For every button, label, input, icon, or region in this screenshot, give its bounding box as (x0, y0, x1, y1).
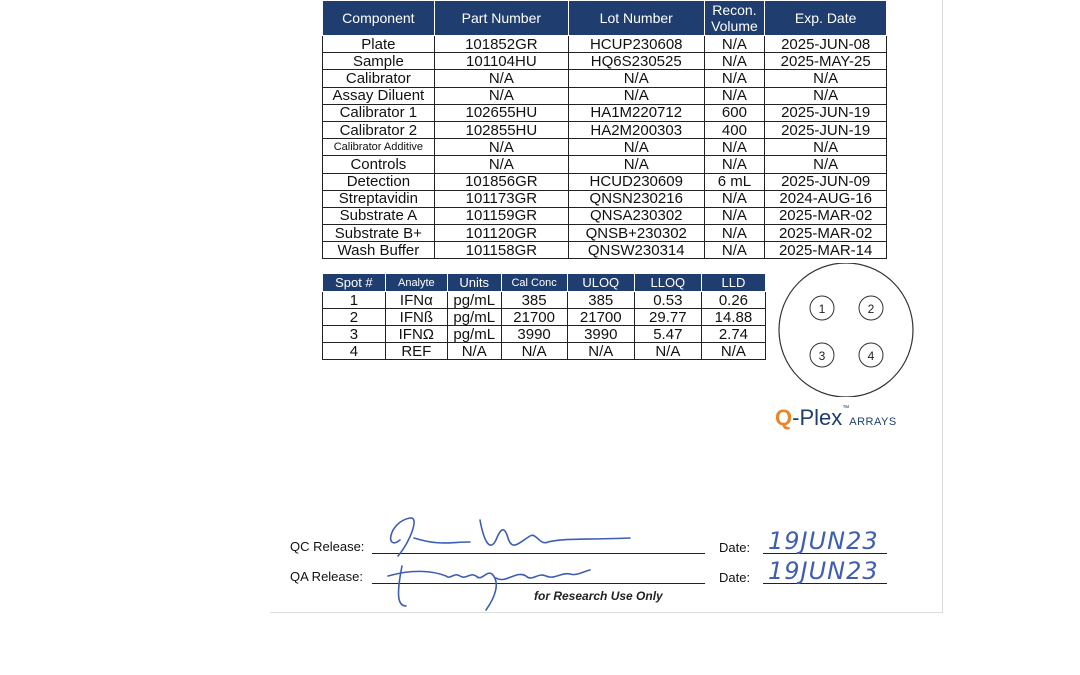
header-lld: LLD (701, 274, 765, 292)
component-cell: N/A (765, 139, 887, 156)
header-lloq: LLOQ (634, 274, 701, 292)
component-cell: N/A (704, 156, 765, 173)
qa-date-label: Date: (719, 570, 751, 585)
spot-table-header (323, 274, 766, 292)
component-row (323, 36, 887, 53)
logo-arrays: ARRAYS (849, 416, 897, 428)
spot-label-2: 2 (867, 302, 875, 316)
component-cell: N/A (434, 70, 568, 87)
component-cell: QNSN230216 (568, 190, 704, 207)
spot-cell: IFNß (385, 309, 447, 326)
component-row (323, 70, 887, 87)
component-cell: 2025-JUN-19 (765, 104, 887, 121)
component-cell: Detection (323, 173, 435, 190)
spot-4 (859, 343, 883, 367)
component-cell: 101104HU (434, 53, 568, 70)
scan-margin (0, 0, 270, 675)
component-row (323, 139, 887, 156)
spot-table-body (323, 292, 766, 360)
component-row (323, 121, 887, 138)
spot-cell: 2.74 (701, 326, 765, 343)
component-row (323, 156, 887, 173)
component-cell: 2025-MAY-25 (765, 53, 887, 70)
component-cell: 2024-AUG-16 (765, 190, 887, 207)
spot-1 (810, 296, 834, 320)
spot-cell: 29.77 (634, 309, 701, 326)
component-cell: 600 (704, 104, 765, 121)
header-cal-conc: Cal Conc (501, 274, 567, 292)
component-cell: Substrate B+ (323, 225, 435, 242)
component-table-body (323, 36, 887, 259)
component-cell: 2025-JUN-09 (765, 173, 887, 190)
spot-cell: N/A (634, 343, 701, 360)
component-cell: Calibrator 1 (323, 104, 435, 121)
component-cell: 102855HU (434, 121, 568, 138)
component-cell: N/A (434, 87, 568, 104)
component-cell: Substrate A (323, 207, 435, 224)
component-cell: N/A (704, 207, 765, 224)
component-cell: 102655HU (434, 104, 568, 121)
spot-cell: 385 (567, 292, 634, 309)
component-cell: N/A (568, 70, 704, 87)
qc-date-value: 19JUN23 (768, 527, 879, 555)
component-cell: N/A (568, 156, 704, 173)
header-component: Component (323, 1, 435, 36)
component-cell: N/A (704, 190, 765, 207)
component-cell: N/A (704, 139, 765, 156)
component-cell: Calibrator (323, 70, 435, 87)
well-map-diagram (777, 263, 915, 397)
component-cell: Controls (323, 156, 435, 173)
component-row (323, 190, 887, 207)
header-exp-date: Exp. Date (765, 1, 887, 36)
component-cell: QNSW230314 (568, 242, 704, 259)
q-plex-arrays-logo (775, 405, 897, 431)
spot-row (323, 326, 766, 343)
component-cell: 2025-MAR-02 (765, 207, 887, 224)
header-analyte: Analyte (385, 274, 447, 292)
spot-2 (859, 296, 883, 320)
spot-cell: N/A (567, 343, 634, 360)
component-cell: Calibrator 2 (323, 121, 435, 138)
header-lot-number: Lot Number (568, 1, 704, 36)
component-cell: HCUD230609 (568, 173, 704, 190)
spot-cell: 5.47 (634, 326, 701, 343)
spot-cell: 2 (323, 309, 386, 326)
spot-cell: IFNΩ (385, 326, 447, 343)
spot-cell: 1 (323, 292, 386, 309)
spot-row (323, 309, 766, 326)
spot-cell: N/A (447, 343, 501, 360)
well-outline (779, 263, 913, 397)
component-row (323, 242, 887, 259)
component-cell: N/A (704, 87, 765, 104)
component-cell: 400 (704, 121, 765, 138)
component-cell: 101159GR (434, 207, 568, 224)
component-cell: 2025-MAR-14 (765, 242, 887, 259)
spot-cell: 3990 (567, 326, 634, 343)
component-row (323, 225, 887, 242)
component-cell: HCUP230608 (568, 36, 704, 53)
component-cell: HQ6S230525 (568, 53, 704, 70)
component-cell: 101852GR (434, 36, 568, 53)
component-row (323, 173, 887, 190)
component-cell: QNSB+230302 (568, 225, 704, 242)
component-cell: HA2M200303 (568, 121, 704, 138)
component-cell: QNSA230302 (568, 207, 704, 224)
spot-cell: IFNα (385, 292, 447, 309)
component-table-header (323, 1, 887, 36)
spot-row (323, 292, 766, 309)
research-use-only-note: for Research Use Only (534, 589, 663, 603)
component-cell: Assay Diluent (323, 87, 435, 104)
qa-signature (376, 556, 606, 614)
component-cell: N/A (704, 242, 765, 259)
spot-3 (810, 343, 834, 367)
header-uloq: ULOQ (567, 274, 634, 292)
qc-release-label: QC Release: (290, 539, 365, 554)
component-cell: Sample (323, 53, 435, 70)
component-cell: 101120GR (434, 225, 568, 242)
spot-label-1: 1 (818, 302, 826, 316)
spot-cell: 385 (501, 292, 567, 309)
logo-plex: -Plex (792, 405, 843, 430)
component-row (323, 53, 887, 70)
logo-trademark: ™ (842, 405, 850, 412)
spot-label-3: 3 (818, 349, 826, 363)
component-cell: N/A (765, 70, 887, 87)
qa-date-value: 19JUN23 (768, 557, 879, 585)
component-cell: N/A (568, 87, 704, 104)
spot-cell: 4 (323, 343, 386, 360)
component-row (323, 87, 887, 104)
component-cell: 2025-JUN-19 (765, 121, 887, 138)
spot-cell: 21700 (567, 309, 634, 326)
spot-cell: N/A (701, 343, 765, 360)
spot-table (322, 273, 766, 360)
component-cell: 101173GR (434, 190, 568, 207)
header-units: Units (447, 274, 501, 292)
component-cell: N/A (434, 139, 568, 156)
spot-cell: 0.53 (634, 292, 701, 309)
component-cell: 6 mL (704, 173, 765, 190)
component-cell: 101856GR (434, 173, 568, 190)
spot-row (323, 343, 766, 360)
spot-cell: pg/mL (447, 292, 501, 309)
component-row (323, 104, 887, 121)
component-cell: N/A (704, 225, 765, 242)
spot-label-4: 4 (867, 349, 875, 363)
component-cell: 101158GR (434, 242, 568, 259)
component-cell: N/A (765, 87, 887, 104)
spot-cell: REF (385, 343, 447, 360)
component-cell: N/A (765, 156, 887, 173)
header-spot: Spot # (323, 274, 386, 292)
component-cell: N/A (704, 53, 765, 70)
spot-cell: pg/mL (447, 326, 501, 343)
component-cell: 2025-JUN-08 (765, 36, 887, 53)
component-cell: Calibrator Additive (323, 139, 435, 156)
header-part-number: Part Number (434, 1, 568, 36)
spot-cell: 3990 (501, 326, 567, 343)
qc-signature (380, 512, 640, 560)
spot-cell: 0.26 (701, 292, 765, 309)
component-cell: N/A (704, 70, 765, 87)
component-cell: 2025-MAR-02 (765, 225, 887, 242)
spot-cell: pg/mL (447, 309, 501, 326)
component-row (323, 207, 887, 224)
spot-cell: 14.88 (701, 309, 765, 326)
spot-cell: 3 (323, 326, 386, 343)
component-cell: Wash Buffer (323, 242, 435, 259)
spot-cell: N/A (501, 343, 567, 360)
component-cell: Plate (323, 36, 435, 53)
qc-date-label: Date: (719, 540, 751, 555)
component-cell: N/A (704, 36, 765, 53)
component-cell: HA1M220712 (568, 104, 704, 121)
component-cell: N/A (434, 156, 568, 173)
component-cell: N/A (568, 139, 704, 156)
component-cell: Streptavidin (323, 190, 435, 207)
header-recon-volume: Recon. Volume (704, 1, 765, 36)
qa-release-label: QA Release: (290, 569, 363, 584)
logo-q: Q (775, 405, 793, 430)
component-table (322, 0, 887, 259)
spot-cell: 21700 (501, 309, 567, 326)
